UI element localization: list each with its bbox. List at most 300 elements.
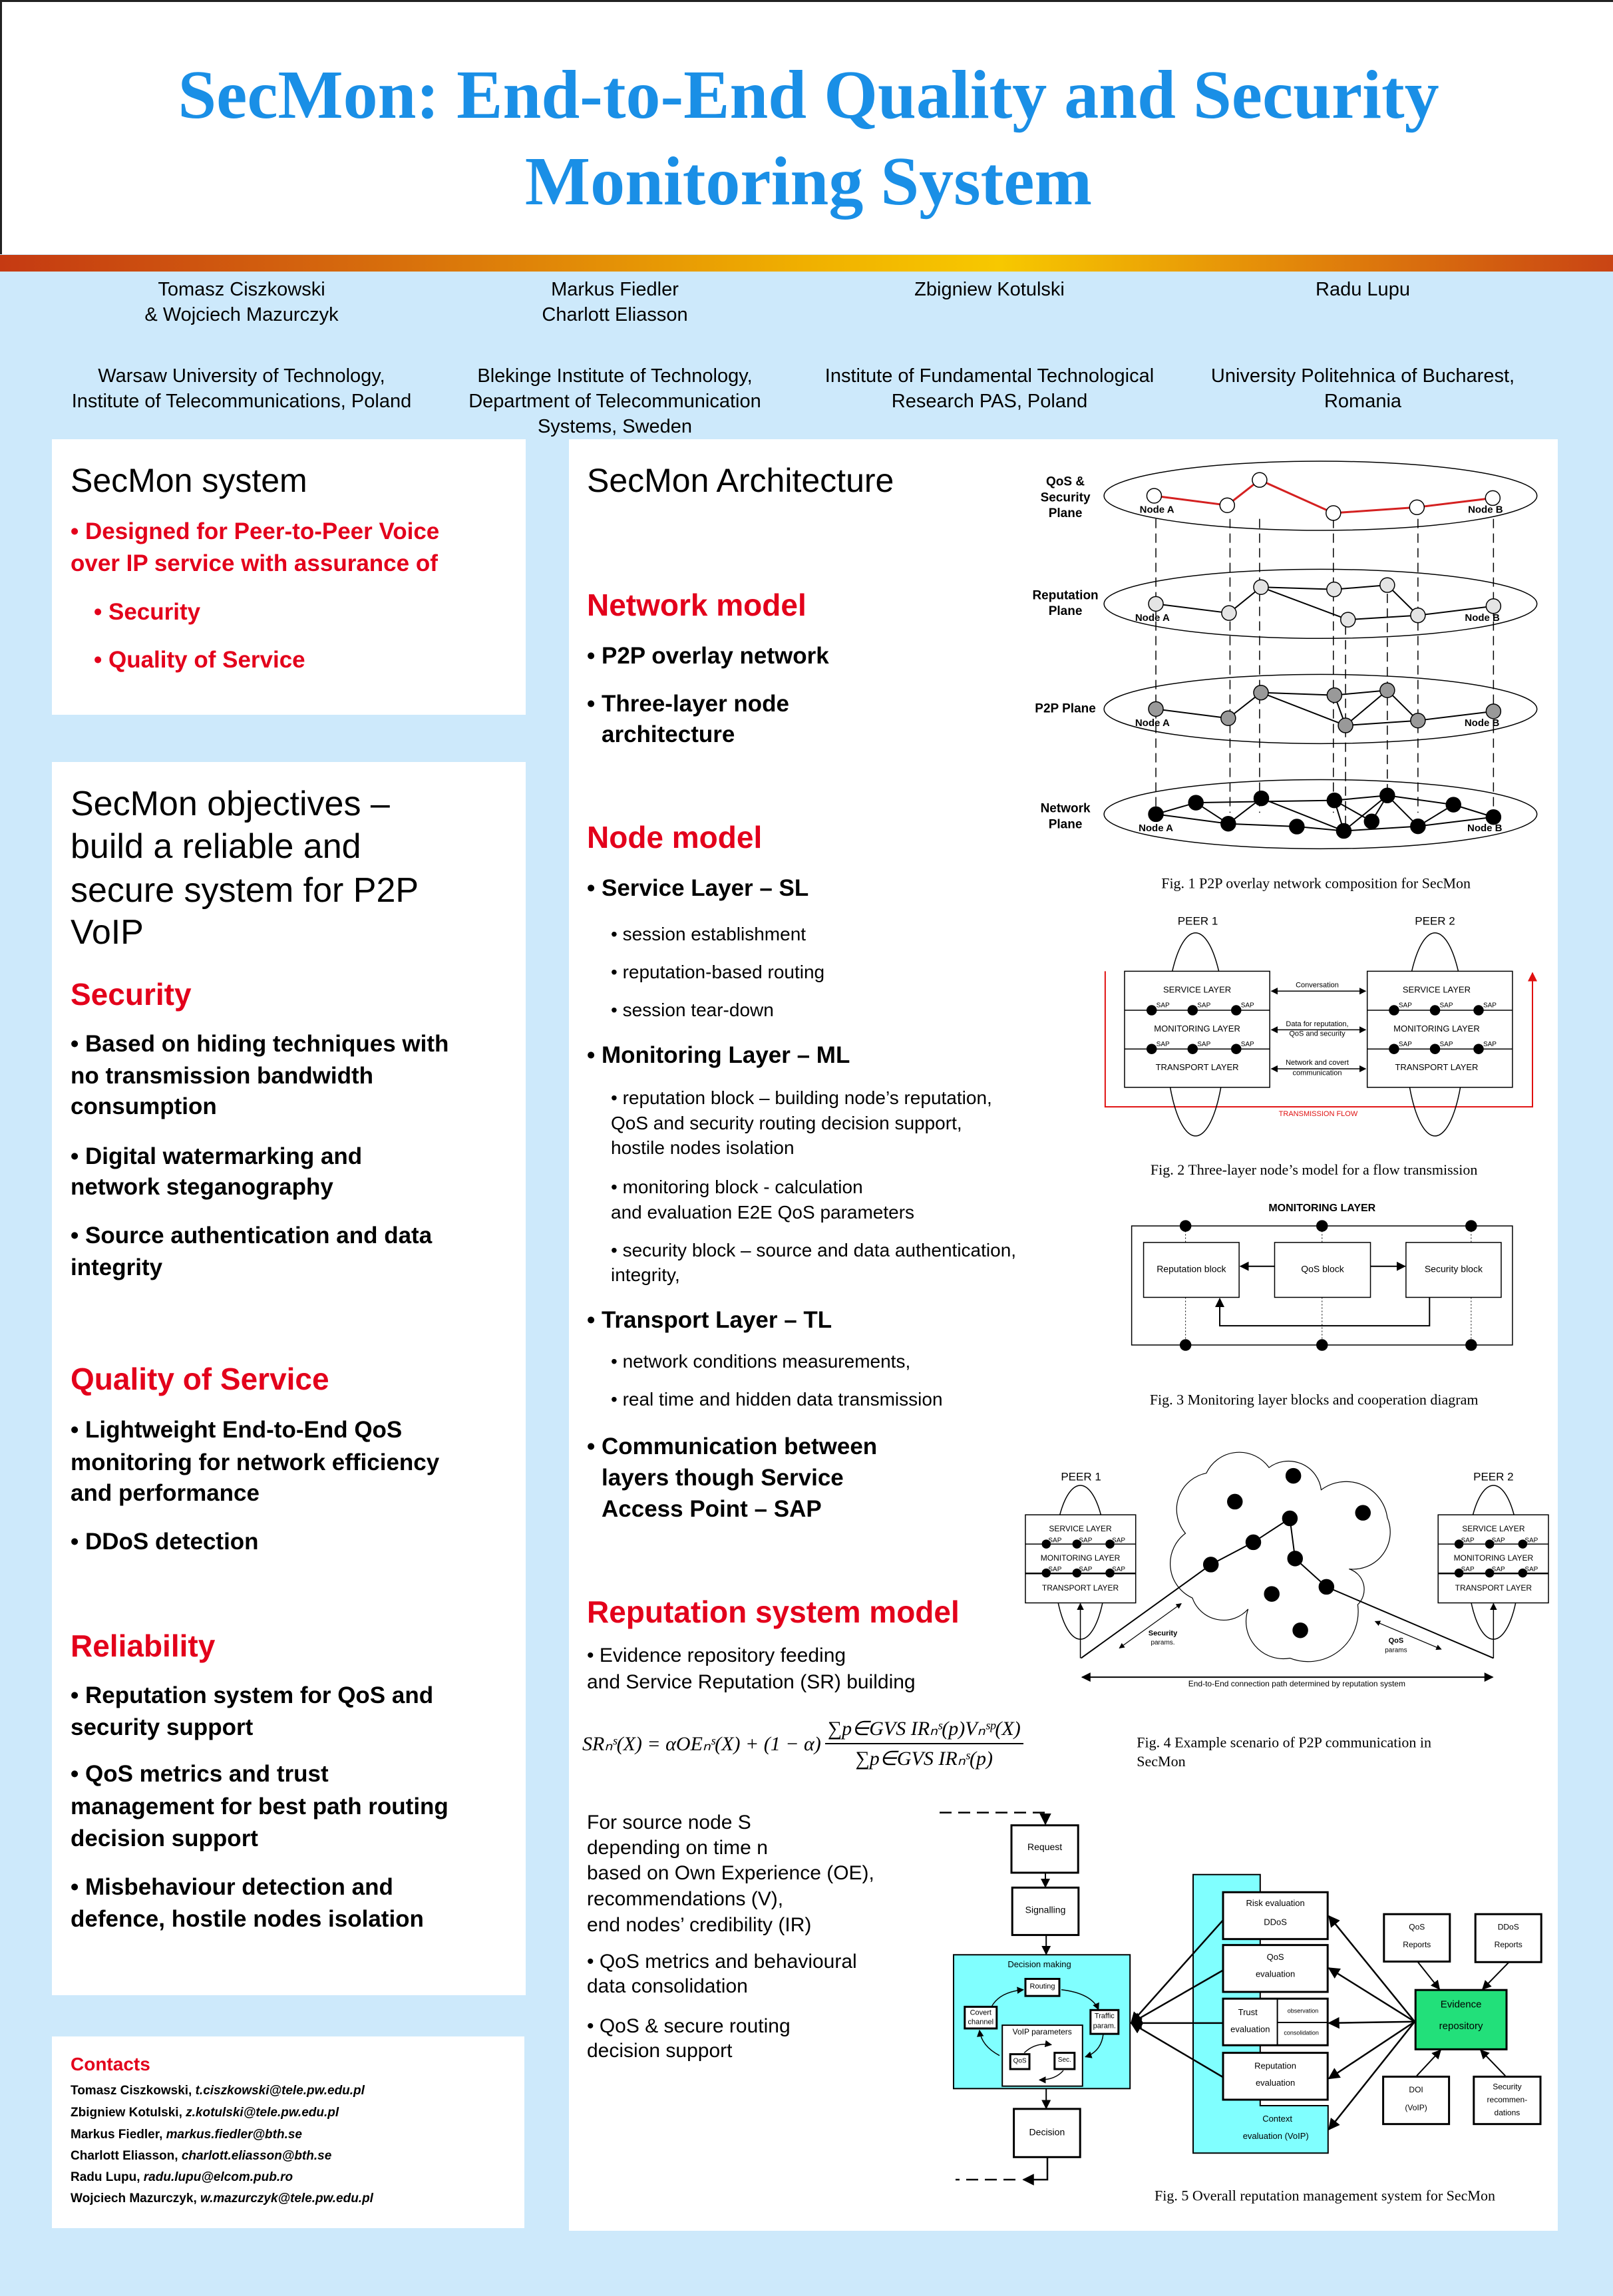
reputation-bullet: decision support: [587, 2040, 733, 2062]
objectives-bullet-line: network steganography: [71, 1174, 333, 1200]
sap-dot: [1466, 1340, 1477, 1350]
layer-label: TRANSPORT LAYER: [1455, 1583, 1532, 1593]
doi-voip-box-label: DOI: [1409, 2084, 1423, 2094]
author-names: [1163, 277, 1562, 302]
qos-reports-box: [1384, 1914, 1450, 1961]
evidence-to-evaluation-arrow: [1329, 2022, 1415, 2023]
monitoring-layer-sub: • security block – source and data authentication,: [611, 1240, 1017, 1260]
poster-title-line-1: SecMon: End-to-End Quality and Security: [178, 57, 1439, 133]
evidence-repository-box-label: repository: [1439, 2020, 1483, 2032]
author-names: [42, 277, 441, 327]
qos-plane-node: [1220, 498, 1234, 512]
sap-dot: [1180, 1221, 1191, 1231]
separator: ,: [159, 2128, 166, 2142]
contact-email-link[interactable]: w.mazurczyk@tele.pw.edu.pl: [200, 2192, 373, 2205]
outgoing-arrow: [1023, 2157, 1047, 2180]
plane-ellipse: [1104, 674, 1537, 743]
sap-label: SAP: [1079, 1566, 1093, 1574]
author-affiliation: [1163, 363, 1562, 414]
plane-label: Plane: [1048, 817, 1083, 832]
node-b-label: Node B: [1467, 823, 1503, 835]
layer-label: MONITORING LAYER: [1040, 1553, 1121, 1563]
sap-dot: [1466, 1221, 1477, 1231]
reputation-description: end nodes’ credibility (IR): [587, 1914, 812, 1936]
network-plane-node: [1380, 788, 1395, 803]
qos-plane-node: [1147, 488, 1161, 503]
node-model-heading: Node model: [587, 820, 763, 855]
contact-email-link[interactable]: z.kotulski@tele.pw.edu.pl: [186, 2106, 339, 2120]
overlay-edge: [1345, 721, 1418, 725]
node-b-label: Node B: [1464, 717, 1500, 729]
security-recommendations-box-label: recommen-: [1487, 2095, 1528, 2105]
system-sub-bullet: • Quality of Service: [94, 647, 305, 673]
author-name: Markus Fiedler: [551, 279, 679, 300]
overlay-node: [1264, 1587, 1279, 1601]
qos-evaluation-box-label: evaluation: [1255, 1969, 1296, 1979]
consolidation-label: consolidation: [1284, 2029, 1319, 2036]
observation-label: observation: [1287, 2007, 1319, 2014]
sap-label: SAP: [1398, 1002, 1412, 1010]
sap-label: SAP: [1398, 1040, 1412, 1048]
reputation-evaluation-box: [1223, 2053, 1328, 2100]
qos-plane-node: [1252, 473, 1267, 487]
report-arrow: [1481, 2050, 1505, 2076]
author-names: [790, 277, 1189, 302]
objectives-bullet-line: defence, hostile nodes isolation: [71, 1906, 424, 1932]
monitoring-layer-sub: • monitoring block - calculation: [611, 1177, 863, 1197]
p2p-plane-node: [1380, 683, 1395, 697]
author-name: Charlott Eliasson: [542, 304, 688, 325]
block-label: Reputation block: [1157, 1263, 1226, 1274]
monitoring-layer-sub: • reputation block – building node’s reputation,: [611, 1087, 992, 1108]
network-plane-node: [1411, 819, 1425, 834]
reputation-bullet: and Service Reputation (SR) building: [587, 1671, 916, 1693]
network-plane-node: [1336, 824, 1351, 839]
incoming-dashed-arrow: [940, 1813, 1045, 1824]
layer-label: SERVICE LAYER: [1163, 984, 1232, 995]
covert-channel-box-label: channel: [968, 2018, 994, 2026]
network-plane-node: [1446, 797, 1461, 812]
qos-plane-node: [1485, 490, 1500, 505]
objectives-bullet-line: management for best path routing: [71, 1794, 448, 1819]
transport-layer-bullet: • Transport Layer – TL: [587, 1307, 832, 1333]
sap-dot: [1147, 1044, 1157, 1053]
doi-voip-box: [1383, 2076, 1449, 2124]
objectives-title-line: VoIP: [71, 913, 144, 952]
overlay-node: [1282, 1511, 1297, 1526]
overlay-edge: [1387, 795, 1453, 805]
sap-dot: [1188, 1006, 1197, 1015]
sap-label: SAP: [1439, 1002, 1453, 1010]
sap-dot: [1474, 1044, 1483, 1053]
objectives-section-heading: Reliability: [71, 1628, 216, 1663]
sap-dot: [1232, 1006, 1241, 1015]
affiliation-line: Institute of Telecommunications, Poland: [71, 391, 412, 412]
qos-plane-node: [1409, 500, 1424, 514]
p2p-plane-node: [1254, 685, 1268, 700]
overlay-node: [1319, 1579, 1334, 1594]
sap-label: SAP: [1524, 1566, 1538, 1574]
sap-dot: [1389, 1006, 1399, 1015]
affiliation-line: Research PAS, Poland: [891, 391, 1088, 412]
overlay-edge: [1261, 693, 1334, 695]
network-plane-node: [1188, 795, 1203, 810]
layer-label: MONITORING LAYER: [1453, 1553, 1534, 1563]
reputation-heading: Reputation system model: [587, 1595, 960, 1629]
reputation-description: For source node S: [587, 1812, 751, 1833]
network-plane-node: [1254, 791, 1269, 806]
block-label: Security block: [1424, 1263, 1483, 1274]
report-arrow: [1418, 1962, 1439, 1989]
trust-label: Trust: [1238, 2007, 1258, 2018]
sap-label: SAP: [1197, 1002, 1211, 1010]
affiliation-line: Department of Telecommunication: [468, 391, 761, 412]
qos-reports-box-label: QoS: [1409, 1922, 1425, 1932]
overlay-node: [1355, 1505, 1370, 1520]
decision-making-label: Decision making: [1007, 1959, 1071, 1969]
overlay-edge: [1261, 587, 1334, 589]
sap-label: SAP: [1112, 1566, 1126, 1574]
objectives-bullet-line: • Source authentication and data: [71, 1223, 433, 1248]
communication-bullet: layers though Service: [602, 1465, 844, 1491]
reputation-description: recommendations (V),: [587, 1888, 784, 1910]
network-plane-node: [1290, 819, 1304, 834]
layer-label: TRANSPORT LAYER: [1041, 1583, 1119, 1593]
node-b-label: Node B: [1468, 504, 1503, 516]
ddos-reports-box-label: Reports: [1494, 1940, 1523, 1950]
doi-voip-box-label: (VoIP): [1405, 2103, 1427, 2113]
objectives-bullet-line: • Lightweight End-to-End QoS: [71, 1417, 403, 1443]
contact-email-link[interactable]: markus.fiedler@bth.se: [166, 2128, 302, 2142]
monitoring-layer-bullet: • Monitoring Layer – ML: [587, 1042, 850, 1068]
contact-email-link[interactable]: radu.lupu@elcom.pub.ro: [143, 2170, 293, 2184]
monitoring-layer-sub: hostile nodes isolation: [611, 1137, 795, 1158]
network-plane-node: [1149, 807, 1163, 821]
covert-channel-box-label: Covert: [970, 2009, 992, 2017]
voip-parameters-label: VoIP parameters: [1012, 2026, 1072, 2036]
network-bullet: • Three-layer node: [587, 691, 790, 717]
contacts-heading: Contacts: [71, 2054, 150, 2074]
qos-params-arrow: [1375, 1621, 1441, 1649]
qos-box-label: QoS: [1013, 2057, 1027, 2065]
signalling-box-label: Signalling: [1025, 1904, 1066, 1915]
block-label: QoS block: [1301, 1263, 1344, 1274]
overlay-edge: [1334, 585, 1387, 589]
contact-email-link[interactable]: t.ciszkowski@tele.pw.edu.pl: [195, 2084, 365, 2098]
separator: ,: [136, 2170, 144, 2184]
evidence-repository-box-label: Evidence: [1440, 1999, 1482, 2010]
system-bullet-line: over IP service with assurance of: [71, 550, 438, 576]
link-label: communication: [1292, 1069, 1342, 1077]
objectives-bullet-line: no transmission bandwidth: [71, 1063, 374, 1089]
plane-label: Network: [1040, 801, 1091, 816]
secmon-system-title: SecMon system: [71, 462, 307, 499]
path-label: End-to-End connection path determined by reputation system: [1188, 1678, 1405, 1688]
separator: ,: [188, 2084, 196, 2098]
overlay-edge: [1345, 690, 1387, 725]
reputation-bullet: • QoS & secure routing: [587, 2015, 791, 2037]
traffic-param-box-label: param.: [1093, 2022, 1116, 2030]
layer-label: TRANSPORT LAYER: [1155, 1061, 1239, 1072]
overlay-edge: [1228, 824, 1297, 827]
contact-name: Tomasz Ciszkowski: [71, 2084, 189, 2098]
overlay-node: [1293, 1623, 1308, 1638]
qos-params-label: params: [1385, 1646, 1407, 1654]
reputation-evaluation-box-label: evaluation: [1255, 2078, 1296, 2088]
peer-1-label: PEER 1: [1177, 914, 1218, 928]
objectives-section-heading: Quality of Service: [71, 1362, 329, 1396]
figure-3-caption: Fig. 3 Monitoring layer blocks and cooperation diagram: [1149, 1391, 1479, 1408]
service-layer-sub: • reputation-based routing: [611, 962, 825, 982]
sap-label: SAP: [1439, 1040, 1453, 1048]
p2p-plane-node: [1411, 713, 1425, 728]
formula-numerator: ∑p∈GVS IRₙˢ(p)Vₙˢᵖ(X): [825, 1717, 1023, 1744]
reputation-plane-node: [1222, 606, 1236, 620]
transport-layer-sub: • real time and hidden data transmission: [611, 1389, 943, 1410]
ddos-reports-box: [1475, 1914, 1541, 1962]
author-name: & Wojciech Mazurczyk: [144, 304, 339, 325]
p2p-plane-node: [1486, 704, 1501, 719]
objectives-bullet-line: monitoring for network efficiency: [71, 1449, 440, 1475]
author-name: Zbigniew Kotulski: [914, 279, 1065, 300]
security-params-label: Security: [1148, 1629, 1178, 1638]
author-affiliation: [42, 363, 441, 414]
sap-dot: [1147, 1006, 1157, 1015]
overlay-node: [1246, 1535, 1260, 1549]
plane-ellipse: [1104, 779, 1537, 849]
risk-evaluation-box-label: Risk evaluation: [1246, 1898, 1305, 1909]
security-recommendations-box-label: Security: [1493, 2082, 1522, 2092]
service-layer-bullet: • Service Layer – SL: [587, 875, 809, 901]
objectives-bullet-line: • Digital watermarking and: [71, 1143, 363, 1169]
monitoring-layer-title: MONITORING LAYER: [1268, 1202, 1376, 1214]
overlay-edge: [1334, 690, 1387, 695]
objectives-bullet-line: • QoS metrics and trust: [71, 1761, 329, 1787]
sap-label: SAP: [1461, 1537, 1475, 1545]
decision-box-label: Decision: [1029, 2126, 1065, 2138]
objectives-bullet-line: integrity: [71, 1254, 163, 1280]
sap-label: SAP: [1048, 1566, 1062, 1574]
separator: ,: [178, 2106, 186, 2120]
report-arrow: [1483, 1963, 1509, 1989]
figure-1-caption: Fig. 1 P2P overlay network composition for SecMon: [1161, 874, 1471, 892]
reputation-description: depending on time n: [587, 1837, 768, 1859]
contact-email-link[interactable]: charlott.eliasson@bth.se: [181, 2149, 332, 2163]
reputation-plane-node: [1149, 596, 1163, 611]
network-cloud: [1170, 1452, 1391, 1662]
objectives-title-line: secure system for P2P: [71, 871, 419, 910]
layer-label: SERVICE LAYER: [1402, 984, 1471, 995]
poster-title-line-2: Monitoring System: [524, 143, 1093, 220]
separator: ,: [174, 2149, 182, 2163]
overlay-node: [1288, 1551, 1302, 1566]
contact-name: Charlott Eliasson: [71, 2149, 175, 2163]
sec-box-label: Sec.: [1057, 2056, 1071, 2064]
sap-label: SAP: [1524, 1537, 1538, 1545]
affiliation-line: Systems, Sweden: [537, 416, 693, 437]
overlay-edge: [1348, 616, 1418, 620]
contact-name: Zbigniew Kotulski: [71, 2106, 179, 2120]
sap-dot: [1180, 1340, 1191, 1350]
ddos-reports-box-label: DDoS: [1497, 1922, 1519, 1932]
node-b-label: Node B: [1465, 612, 1500, 624]
link-label: QoS and security: [1289, 1030, 1345, 1038]
overlay-edge: [1334, 795, 1387, 800]
qos-evaluation-box-label: QoS: [1266, 1951, 1284, 1962]
network-bullet: • P2P overlay network: [587, 643, 829, 669]
figure-4-caption: SecMon: [1137, 1753, 1186, 1770]
plane-label: P2P Plane: [1035, 701, 1096, 716]
figure-5-caption: Fig. 5 Overall reputation management system for SecMon: [1155, 2187, 1495, 2204]
affiliation-line: Blekinge Institute of Technology,: [477, 365, 753, 387]
plane-label: QoS &: [1046, 475, 1085, 489]
link-label: Data for reputation,: [1286, 1020, 1349, 1028]
overlay-node: [1228, 1494, 1242, 1509]
security-recommendations-box-label: dations: [1494, 2108, 1521, 2118]
affiliation-line: Institute of Fundamental Technological: [824, 365, 1155, 387]
peer2-label: PEER 2: [1473, 1470, 1514, 1483]
contact-name: Radu Lupu: [71, 2170, 137, 2184]
qos-params-label: QoS: [1388, 1636, 1404, 1645]
author-names: [415, 277, 814, 327]
plane-label: Plane: [1048, 604, 1083, 619]
reputation-bullet: data consolidation: [587, 1975, 748, 1997]
overlay-node: [1204, 1557, 1218, 1572]
separator: ,: [193, 2192, 200, 2205]
plane-ellipse: [1104, 461, 1537, 530]
sap-label: SAP: [1483, 1002, 1497, 1010]
reputation-evaluation-box-label: Reputation: [1254, 2060, 1297, 2071]
sap-label: SAP: [1112, 1537, 1126, 1545]
plane-label: Security: [1040, 490, 1091, 505]
sap-label: SAP: [1079, 1537, 1093, 1545]
reputation-plane-node: [1380, 578, 1395, 592]
system-bullet-line: • Designed for Peer-to-Peer Voice: [71, 518, 440, 544]
reputation-bullet: • QoS metrics and behavioural: [587, 1951, 857, 1973]
reputation-bullet: • Evidence repository feeding: [587, 1644, 846, 1666]
service-layer-sub: • session tear-down: [611, 1000, 774, 1020]
layer-label: MONITORING LAYER: [1154, 1023, 1240, 1034]
reputation-plane-node: [1327, 582, 1342, 597]
peer1-label: PEER 1: [1061, 1470, 1101, 1483]
sap-label: SAP: [1197, 1040, 1211, 1048]
affiliation-line: Romania: [1324, 391, 1402, 412]
evidence-to-evaluation-arrow: [1329, 1968, 1415, 2022]
objectives-bullet-line: • Misbehaviour detection and: [71, 1874, 393, 1900]
objectives-bullet-line: and performance: [71, 1480, 260, 1506]
transport-layer-sub: • network conditions measurements,: [611, 1351, 911, 1372]
sap-label: SAP: [1483, 1040, 1497, 1048]
context-label: Context: [1262, 2113, 1293, 2124]
figure-4-caption: Fig. 4 Example scenario of P2P communication in: [1137, 1734, 1432, 1751]
p2p-plane-node: [1149, 701, 1163, 716]
overlay-node: [1286, 1469, 1301, 1483]
sap-label: SAP: [1240, 1002, 1254, 1010]
objectives-title-line: build a reliable and: [71, 827, 361, 866]
contact-name: Wojciech Mazurczyk: [71, 2192, 194, 2205]
reputation-plane-node: [1254, 580, 1268, 594]
network-plane-node: [1221, 817, 1236, 831]
p2p-plane-node: [1327, 688, 1342, 703]
objectives-title-line: SecMon objectives –: [71, 785, 390, 823]
monitoring-layer-sub: QoS and security routing decision support,: [611, 1113, 962, 1133]
risk-evaluation-box-label: DDoS: [1264, 1917, 1287, 1927]
link-label: Conversation: [1296, 981, 1339, 990]
objectives-bullet-line: • Reputation system for QoS and: [71, 1682, 434, 1708]
plane-label: Reputation: [1032, 588, 1099, 603]
figure-2-caption: Fig. 2 Three-layer node’s model for a flow transmission: [1150, 1161, 1478, 1179]
node-a-label: Node A: [1139, 504, 1174, 516]
traffic-param-box-label: Traffic: [1094, 2012, 1115, 2020]
objectives-bullet-line: • Based on hiding techniques with: [71, 1031, 449, 1057]
sap-dot: [1317, 1340, 1328, 1350]
plane-ellipse: [1104, 569, 1537, 638]
p2p-plane-node: [1221, 711, 1236, 725]
layer-label: SERVICE LAYER: [1049, 1523, 1112, 1533]
sap-dot: [1389, 1044, 1399, 1053]
architecture-title: SecMon Architecture: [587, 462, 894, 499]
reputation-plane-node: [1341, 612, 1355, 627]
sap-dot: [1317, 1221, 1328, 1231]
sap-label: SAP: [1491, 1537, 1505, 1545]
sap-label: SAP: [1156, 1002, 1170, 1010]
qos-security-path: [1154, 480, 1493, 513]
plane-label: Plane: [1048, 506, 1083, 521]
transmission-flow-label: TRANSMISSION FLOW: [1278, 1110, 1358, 1119]
network-plane-node: [1327, 793, 1342, 808]
formula-denominator: ∑p∈GVS IRₙˢ(p): [855, 1748, 993, 1770]
qos-reports-box-label: Reports: [1403, 1940, 1431, 1950]
sap-dot: [1431, 1044, 1440, 1053]
objectives-bullet-line: • DDoS detection: [71, 1529, 259, 1555]
author-name: Tomasz Ciszkowski: [158, 279, 325, 300]
network-bullet: architecture: [602, 721, 735, 747]
monitoring-layer-sub: and evaluation E2E QoS parameters: [611, 1202, 915, 1223]
sap-label: SAP: [1240, 1040, 1254, 1048]
affiliation-line: Warsaw University of Technology,: [98, 365, 385, 387]
reputation-plane-node: [1486, 599, 1501, 614]
report-arrow: [1417, 2050, 1441, 2076]
system-sub-bullet: • Security: [94, 599, 201, 625]
service-layer-sub: • session establishment: [611, 924, 806, 944]
network-model-heading: Network model: [587, 588, 806, 622]
objectives-bullet-line: consumption: [71, 1093, 217, 1119]
layer-label: MONITORING LAYER: [1393, 1023, 1480, 1034]
sap-dot: [1188, 1044, 1197, 1053]
sap-dot: [1474, 1006, 1483, 1015]
node-a-label: Node A: [1135, 717, 1170, 729]
network-plane-node: [1364, 814, 1379, 829]
node-a-label: Node A: [1139, 823, 1174, 835]
layer-label: SERVICE LAYER: [1462, 1523, 1525, 1533]
author-affiliation: [790, 363, 1189, 414]
monitoring-layer-sub: integrity,: [611, 1264, 680, 1285]
overlay-edge: [1344, 827, 1417, 831]
sap-label: SAP: [1461, 1566, 1475, 1574]
sap-dot: [1232, 1044, 1241, 1053]
author-affiliation: [415, 363, 814, 439]
node-a-label: Node A: [1135, 612, 1170, 624]
sap-dot: [1431, 1006, 1440, 1015]
peer-2-label: PEER 2: [1415, 914, 1455, 928]
context-label: evaluation (VoIP): [1242, 2131, 1309, 2142]
security-params-label: params.: [1151, 1638, 1175, 1646]
author-name: Radu Lupu: [1316, 279, 1410, 300]
contact-name: Markus Fiedler: [71, 2128, 160, 2142]
routing-box-label: Routing: [1029, 1982, 1055, 1991]
layer-label: TRANSPORT LAYER: [1395, 1061, 1479, 1072]
objectives-bullet-line: decision support: [71, 1825, 258, 1851]
